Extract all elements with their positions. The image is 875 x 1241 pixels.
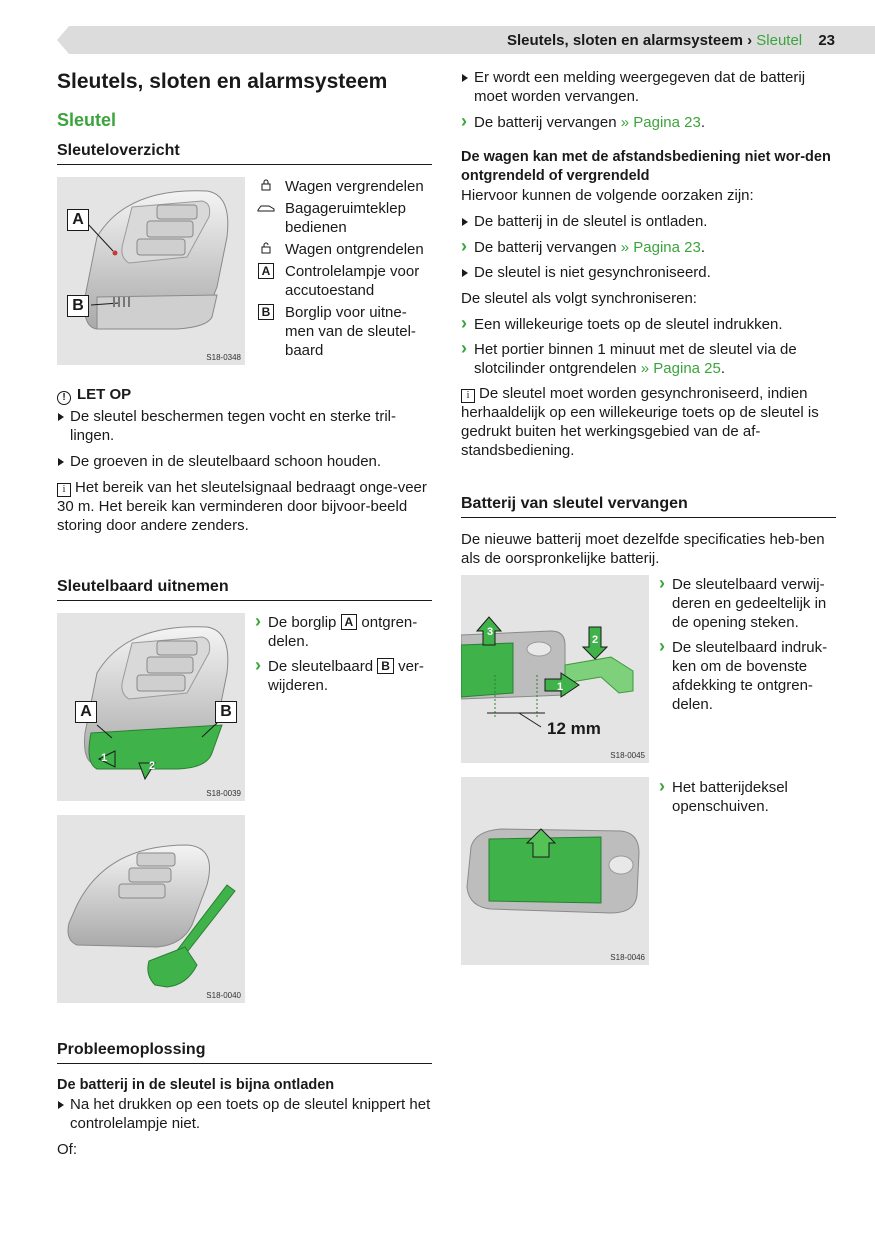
caution-item: De groeven in de sleutelbaard schoon houden. xyxy=(57,452,432,471)
battery-cover-figure xyxy=(461,777,649,965)
remote-heading: De wagen kan met de afstandsbediening niet wor-den ontgrendeld of vergrendeld xyxy=(461,149,831,184)
legend-a xyxy=(255,262,432,300)
legend-trunk-text: Bagageruimteklep bedienen xyxy=(285,200,406,236)
header-subsection: Sleutel xyxy=(756,32,803,49)
sync-step: › Een willekeurige toets op de sleutel indrukken. xyxy=(461,315,836,334)
info-range-text: Het bereik van het sleutelsignaal bedraagt onge-veer 30 m. Het bereik kan verminderen door bijvoor-beeld storing door andere zenders. xyxy=(57,479,427,534)
legend-b-text: Borglip voor uitne-men van de sleutel-baard xyxy=(285,304,416,359)
caution-item: De sleutel beschermen tegen vocht en sterke tril-lingen. xyxy=(57,407,432,445)
key-legend xyxy=(255,177,432,365)
removal-heading: Sleutelbaard uitnemen xyxy=(57,576,432,601)
battery-step: › De sleutelbaard indruk-ken om de bovenste afdekking te ontgren-delen. xyxy=(659,638,836,714)
removal-step xyxy=(255,613,432,651)
legend-b-box: B xyxy=(258,304,275,320)
section-title: Sleutel xyxy=(57,110,117,130)
sync-intro: De sleutel als volgt synchroniseren: xyxy=(461,290,697,307)
unlock-icon xyxy=(255,240,277,259)
right-column xyxy=(461,68,836,965)
figure-code: S18-0040 xyxy=(206,991,241,1000)
warning-icon: ! xyxy=(57,391,71,405)
key-blade-illustration xyxy=(57,815,245,1003)
sync-info-text: De sleutel moet worden gesynchroniseerd, indien herhaaldelijk op een willekeurige toets op de sleutel is gedrukt buiten het werkingsgebied van de af-standsbediening. xyxy=(461,385,819,459)
arrow-2-label: 2 xyxy=(149,760,156,772)
key-overview-illustration xyxy=(57,177,245,365)
arrow-1-label: 1 xyxy=(101,752,108,764)
remote-intro: Hiervoor kunnen de volgende oorzaken zijn: xyxy=(461,187,754,204)
legend-lock-text: Wagen vergrendelen xyxy=(285,178,424,195)
battery-cover-illustration xyxy=(461,777,649,965)
battery-figures xyxy=(461,575,649,965)
header-section: Sleutels, sloten en alarmsysteem › xyxy=(506,32,753,49)
battery-step: › De sleutelbaard verwij-deren en gedeeltelijk in de opening steken. xyxy=(659,575,836,632)
trouble-heading: Probleemoplossing xyxy=(57,1039,432,1064)
caution-label: LET OP xyxy=(77,386,132,403)
chapter-title: Sleutels, sloten en alarmsysteem xyxy=(57,70,388,93)
step-text: De batterij vervangen xyxy=(474,239,617,256)
figure-code: S18-0348 xyxy=(206,353,241,362)
car-trunk-icon xyxy=(255,199,277,237)
legend-a-text: Controlelampje voor accutoestand xyxy=(285,263,420,299)
key-overview-figure xyxy=(57,177,245,365)
battery-heading: Batterij van sleutel vervangen xyxy=(461,493,836,518)
callout-b: B xyxy=(67,295,89,317)
overview-block xyxy=(57,177,432,365)
figure-code: S18-0039 xyxy=(206,789,241,798)
legend-unlock xyxy=(255,240,432,259)
step-text: Het portier binnen 1 minuut met de sleutel via de slotcilinder ontgrendelen xyxy=(474,341,797,377)
removal-step xyxy=(255,657,432,695)
caution-heading xyxy=(57,385,432,405)
removal-figures xyxy=(57,613,245,1003)
step-text: De sleutelbaard xyxy=(268,658,374,675)
overview-heading: Sleuteloverzicht xyxy=(57,140,432,165)
remote-replace-step: › De batterij vervangen » Pagina 23. xyxy=(461,238,836,257)
battery-step: › Het batterijdeksel openschuiven. xyxy=(659,778,836,816)
step-text: ontgren-delen. xyxy=(268,614,418,650)
lock-icon xyxy=(255,177,277,196)
page-reference-link[interactable]: » Pagina 23 xyxy=(620,114,701,131)
page-reference-link[interactable]: » Pagina 25 xyxy=(640,360,721,377)
removal-block xyxy=(57,613,432,1003)
legend-b xyxy=(255,303,432,360)
key-blade-figure xyxy=(57,815,245,1003)
dimension-label: 12 mm xyxy=(547,719,601,738)
step-text: ver-wijderen. xyxy=(268,658,424,694)
arrow-1-label: 1 xyxy=(557,681,564,693)
info-icon: i xyxy=(57,483,71,497)
trouble-or: Of: xyxy=(57,1141,78,1158)
trouble-subheading: De batterij in de sleutel is bijna ontladen xyxy=(57,1077,335,1093)
callout-a: A xyxy=(75,701,97,723)
arrow-3-label: 3 xyxy=(487,626,494,638)
page-number: 23 xyxy=(818,32,835,49)
legend-a-box: A xyxy=(258,263,275,279)
left-column xyxy=(57,68,432,1166)
figure-code: S18-0045 xyxy=(610,751,645,760)
removal-steps xyxy=(255,613,432,1003)
figure-code: S18-0046 xyxy=(610,953,645,962)
step-box: B xyxy=(377,658,394,674)
remote-bullet: De sleutel is niet gesynchroniseerd. xyxy=(461,263,836,282)
page-reference-link[interactable]: » Pagina 23 xyxy=(620,239,701,256)
arrow-2-label: 2 xyxy=(592,634,599,646)
legend-lock xyxy=(255,177,432,196)
info-range xyxy=(57,478,432,535)
battery-message-bullet: Er wordt een melding weergegeven dat de batterij moet worden vervangen. xyxy=(461,68,836,106)
step-text: De batterij vervangen xyxy=(474,114,617,131)
replace-step: › De batterij vervangen » Pagina 23. xyxy=(461,113,836,132)
callout-a: A xyxy=(67,209,89,231)
remote-bullet: De batterij in de sleutel is ontladen. xyxy=(461,212,836,231)
cover-release-figure xyxy=(461,575,649,763)
legend-unlock-text: Wagen ontgrendelen xyxy=(285,241,424,258)
key-release-figure xyxy=(57,613,245,801)
info-icon: i xyxy=(461,389,475,403)
battery-block xyxy=(461,575,836,965)
sync-info xyxy=(461,384,836,460)
battery-intro: De nieuwe batterij moet dezelfde specificaties heb-ben als de oorspronkelijke batterij. xyxy=(461,531,825,567)
running-header xyxy=(507,31,835,50)
legend-trunk xyxy=(255,199,432,237)
step-text: De borglip xyxy=(268,614,337,631)
step-box: A xyxy=(341,614,358,630)
trouble-bullet: Na het drukken op een toets op de sleutel knippert het controlelampje niet. xyxy=(57,1095,432,1133)
battery-steps xyxy=(659,575,836,965)
sync-step: › Het portier binnen 1 minuut met de sleutel via de slotcilinder ontgrendelen » Pagina 25. xyxy=(461,340,836,378)
callout-b: B xyxy=(215,701,237,723)
